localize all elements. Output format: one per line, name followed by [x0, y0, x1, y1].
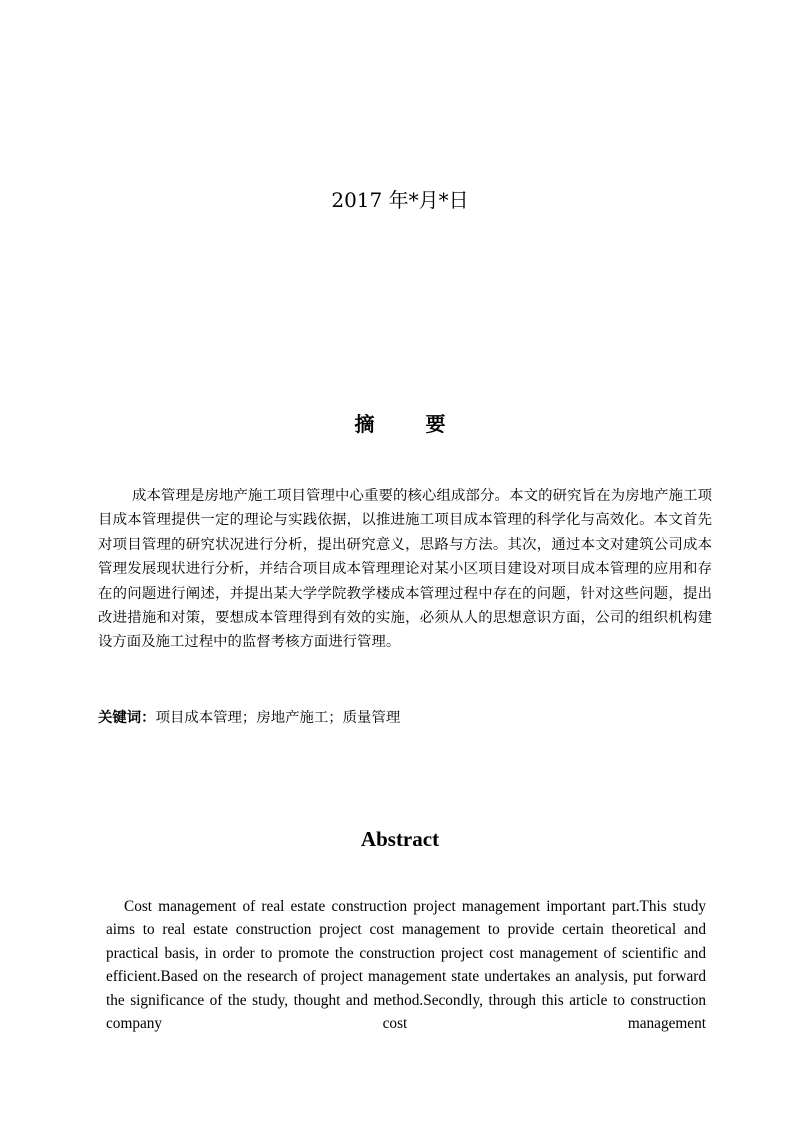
abstract-cn-heading: 摘 要: [354, 412, 468, 436]
keywords-label: 关键词：: [98, 709, 156, 726]
date-line: 2017 年*月*日: [331, 188, 469, 212]
abstract-en-paragraph: Cost management of real estate construction project management important part.This study aims to real estate construction project cost management to provide certain theoretical and practical basis, in order to promote the construction project cost management of scientific and efficient.Based on the research of project management state undertakes an analysis, put forward the significance of the study, thought and method.Secondly, through this article to construction company cost management: [106, 898, 706, 1033]
keywords-value: 项目成本管理；房地产施工；质量管理: [155, 710, 401, 726]
abstract-cn-paragraph: 成本管理是房地产施工项目管理中心重要的核心组成部分。本文的研究旨在为房地产施工项目成本管理提供一定的理论与实践依据，以推进施工项目成本管理的科学化与高效化。本文首先对项目管理的研究状况进行分析，提出研究意义，思路与方法。其次，通过本文对建筑公司成本管理发展现状进行分析，并结合项目成本管理理论对某小区项目建设对项目成本管理的应用和存在的问题进行阐述，并提出某大学学院教学楼成本管理过程中存在的问题，针对这些问题，提出改进措施和对策，要想成本管理得到有效的实施，必须从人的思想意识方面，公司的组织机构建设方面及施工过程中的监督考核方面进行管理。: [98, 488, 712, 651]
abstract-en-heading: Abstract: [360, 827, 440, 851]
keywords-line: [98, 706, 712, 730]
